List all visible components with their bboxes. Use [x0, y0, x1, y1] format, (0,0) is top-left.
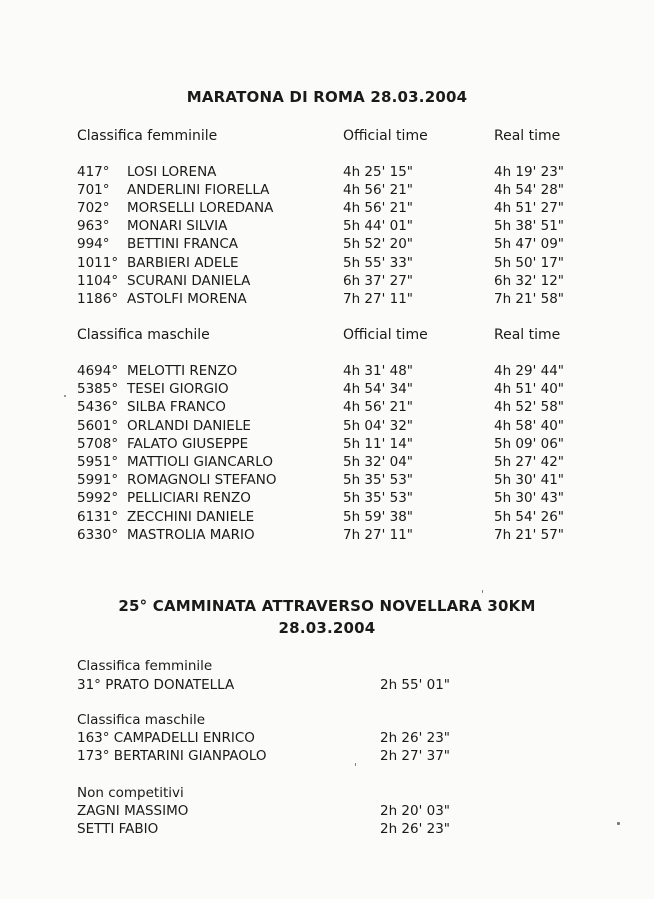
result-row	[0, 417, 654, 435]
official-time: 4h 31' 48"	[343, 363, 414, 379]
athlete-name: TESEI GIORGIO	[127, 381, 229, 398]
result-row	[0, 181, 654, 199]
walk-women-header-row	[0, 657, 654, 675]
official-time-label: Official time	[343, 128, 428, 144]
athlete-entry: 163° CAMPADELLI ENRICO	[77, 730, 255, 746]
scan-speck	[482, 590, 483, 593]
official-time: 5h 11' 14"	[343, 435, 414, 452]
rank: 963°	[77, 218, 110, 235]
athlete-name: SILBA FRANCO	[127, 399, 226, 416]
rank: 994°	[77, 236, 110, 253]
athlete-entry: ZAGNI MASSIMO	[77, 803, 189, 819]
rank: 701°	[77, 182, 110, 199]
athlete-entry: SETTI FABIO	[77, 821, 159, 837]
official-time: 5h 59' 38"	[343, 508, 414, 525]
athlete-name: MATTIOLI GIANCARLO	[127, 454, 273, 470]
real-time: 4h 19' 23"	[494, 164, 565, 180]
result-row	[0, 398, 654, 416]
result-row	[0, 199, 654, 217]
rank: 4694°	[77, 363, 119, 379]
real-time: 5h 38' 51"	[494, 218, 565, 235]
result-row	[0, 802, 654, 820]
marathon-men-header-row	[0, 326, 654, 344]
official-time: 5h 52' 20"	[343, 236, 414, 253]
result-row	[0, 362, 654, 380]
official-time: 5h 55' 33"	[343, 254, 414, 271]
official-time: 4h 56' 21"	[343, 200, 414, 217]
rank: 417°	[77, 164, 110, 180]
rank: 5992°	[77, 490, 119, 507]
marathon-title: MARATONA DI ROMA 28.03.2004	[186, 88, 468, 106]
official-time: 7h 27' 11"	[343, 526, 414, 543]
rank: 1186°	[77, 290, 119, 307]
official-time: 4h 56' 21"	[343, 399, 414, 416]
athlete-name: PELLICIARI RENZO	[127, 490, 251, 507]
real-time: 7h 21' 58"	[494, 290, 565, 307]
noncompetitive-header: Non competitivi	[77, 785, 184, 801]
result-row	[0, 254, 654, 272]
official-time: 5h 44' 01"	[343, 218, 414, 235]
walk-women-header: Classifica femminile	[77, 658, 213, 674]
official-time: 6h 37' 27"	[343, 272, 414, 289]
official-time: 4h 56' 21"	[343, 182, 414, 199]
official-time: 5h 35' 53"	[343, 490, 414, 507]
rank: 1011°	[77, 254, 119, 271]
marathon-women-header-row	[0, 127, 654, 145]
rank: 5385°	[77, 381, 119, 398]
result-row	[0, 820, 654, 838]
athlete-name: MONARI SILVIA	[127, 218, 228, 235]
athlete-name: BARBIERI ADELE	[127, 254, 239, 271]
scan-speck	[64, 395, 66, 397]
walk-title-line2: 28.03.2004	[278, 619, 376, 637]
result-row	[0, 290, 654, 308]
official-time: 5h 35' 53"	[343, 472, 414, 489]
rank: 5601°	[77, 417, 119, 434]
finish-time: 2h 26' 23"	[380, 730, 451, 746]
walk-men-header-row	[0, 711, 654, 729]
athlete-name: ROMAGNOLI STEFANO	[127, 472, 277, 489]
result-row	[0, 676, 654, 694]
official-time: 4h 54' 34"	[343, 381, 414, 398]
real-time: 4h 54' 28"	[494, 182, 565, 199]
result-row	[0, 380, 654, 398]
athlete-name: ORLANDI DANIELE	[127, 417, 251, 434]
finish-time: 2h 55' 01"	[380, 677, 451, 693]
walk-title-line1: 25° CAMMINATA ATTRAVERSO NOVELLARA 30KM	[118, 597, 536, 615]
result-row	[0, 471, 654, 489]
rank: 5951°	[77, 454, 119, 470]
marathon-women-header: Classifica femminile	[77, 128, 218, 144]
real-time: 4h 52' 58"	[494, 399, 565, 416]
scan-speck	[617, 822, 620, 825]
result-row	[0, 272, 654, 290]
real-time: 5h 30' 43"	[494, 490, 565, 507]
result-row	[0, 508, 654, 526]
real-time: 4h 58' 40"	[494, 417, 565, 434]
real-time: 6h 32' 12"	[494, 272, 565, 289]
rank: 6131°	[77, 508, 119, 525]
athlete-name: ANDERLINI FIORELLA	[127, 182, 270, 199]
real-time: 5h 09' 06"	[494, 435, 565, 452]
marathon-men-header: Classifica maschile	[77, 327, 210, 343]
official-time: 5h 04' 32"	[343, 417, 414, 434]
real-time: 5h 30' 41"	[494, 472, 565, 489]
rank: 702°	[77, 200, 110, 217]
result-row	[0, 163, 654, 181]
real-time: 4h 29' 44"	[494, 363, 565, 379]
result-row	[0, 453, 654, 471]
scan-speck	[355, 763, 356, 766]
rank: 1104°	[77, 272, 119, 289]
walk-men-header: Classifica maschile	[77, 712, 205, 728]
real-time-label: Real time	[494, 128, 561, 144]
finish-time: 2h 20' 03"	[380, 803, 451, 819]
finish-time: 2h 27' 37"	[380, 748, 451, 764]
rank: 5991°	[77, 472, 119, 489]
real-time: 5h 27' 42"	[494, 454, 565, 470]
result-row	[0, 526, 654, 544]
finish-time: 2h 26' 23"	[380, 821, 451, 837]
real-time: 5h 47' 09"	[494, 236, 565, 253]
real-time: 7h 21' 57"	[494, 526, 565, 543]
result-row	[0, 489, 654, 507]
official-time-label: Official time	[343, 327, 428, 343]
athlete-name: ASTOLFI MORENA	[127, 290, 247, 307]
result-row	[0, 235, 654, 253]
athlete-name: FALATO GIUSEPPE	[127, 435, 249, 452]
official-time: 5h 32' 04"	[343, 454, 414, 470]
real-time: 5h 50' 17"	[494, 254, 565, 271]
athlete-name: LOSI LORENA	[127, 164, 217, 180]
athlete-name: MORSELLI LOREDANA	[127, 200, 274, 217]
athlete-name: MASTROLIA MARIO	[127, 526, 255, 543]
official-time: 4h 25' 15"	[343, 164, 414, 180]
rank: 5436°	[77, 399, 119, 416]
noncompetitive-header-row	[0, 784, 654, 802]
real-time: 4h 51' 27"	[494, 200, 565, 217]
real-time: 4h 51' 40"	[494, 381, 565, 398]
athlete-name: MELOTTI RENZO	[127, 363, 238, 379]
rank: 6330°	[77, 526, 119, 543]
official-time: 7h 27' 11"	[343, 290, 414, 307]
athlete-name: BETTINI FRANCA	[127, 236, 238, 253]
real-time: 5h 54' 26"	[494, 508, 565, 525]
athlete-entry: 31° PRATO DONATELLA	[77, 677, 235, 693]
result-row	[0, 747, 654, 765]
athlete-name: SCURANI DANIELA	[127, 272, 251, 289]
result-row	[0, 729, 654, 747]
rank: 5708°	[77, 435, 119, 452]
result-row	[0, 435, 654, 453]
real-time-label: Real time	[494, 327, 561, 343]
result-row	[0, 217, 654, 235]
athlete-entry: 173° BERTARINI GIANPAOLO	[77, 748, 267, 764]
athlete-name: ZECCHINI DANIELE	[127, 508, 255, 525]
